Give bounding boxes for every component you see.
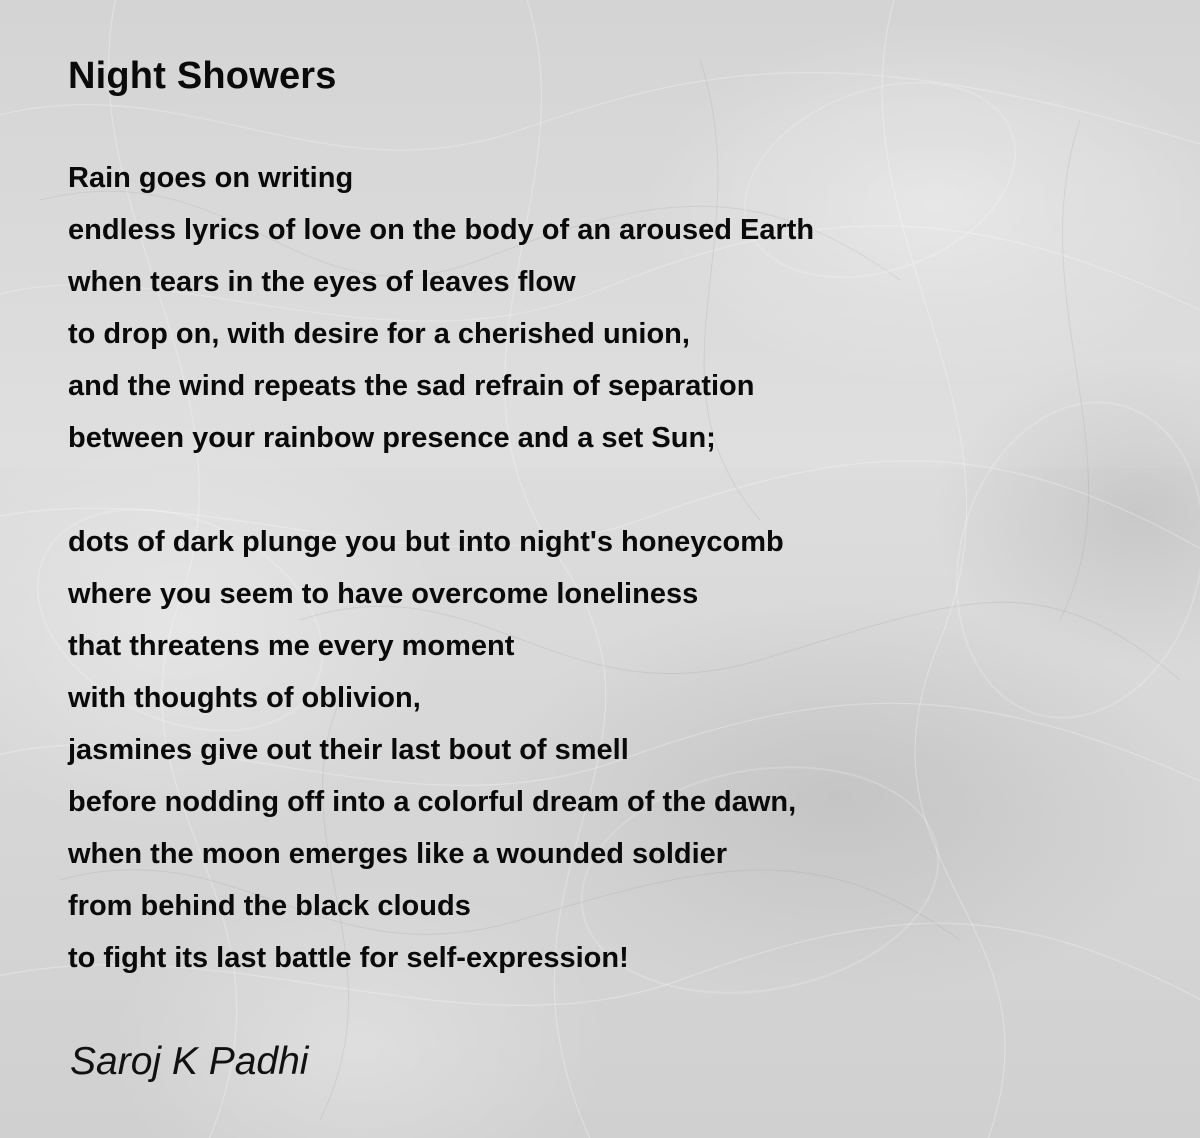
poem-title: Night Showers (68, 55, 337, 97)
poem-line: to fight its last battle for self-expression! (68, 942, 629, 974)
poem-line: dots of dark plunge you but into night's honeycomb (68, 526, 784, 558)
poem-line: where you seem to have overcome loneliness (68, 578, 699, 610)
poem-line: when the moon emerges like a wounded soldier (68, 838, 728, 870)
poem-container (68, 52, 1168, 984)
poem-line: before nodding off into a colorful dream of the dawn, (68, 786, 797, 818)
poem-line: and the wind repeats the sad refrain of separation (68, 370, 755, 402)
poem-line: jasmines give out their last bout of smell (68, 734, 629, 766)
poem-line: between your rainbow presence and a set Sun; (68, 422, 716, 454)
poem-line: with thoughts of oblivion, (68, 682, 421, 714)
poem-line: endless lyrics of love on the body of an aroused Earth (68, 214, 815, 246)
poem-line: from behind the black clouds (68, 890, 471, 922)
poem-author: Saroj K Padhi (70, 1040, 309, 1083)
poem-line: Rain goes on writing (68, 162, 354, 194)
poem-line: that threatens me every moment (68, 630, 515, 662)
poem-line: to drop on, with desire for a cherished union, (68, 318, 690, 350)
poem-line: when tears in the eyes of leaves flow (68, 266, 576, 298)
stanza-2 (68, 516, 1168, 984)
stanza-1 (68, 152, 1168, 464)
